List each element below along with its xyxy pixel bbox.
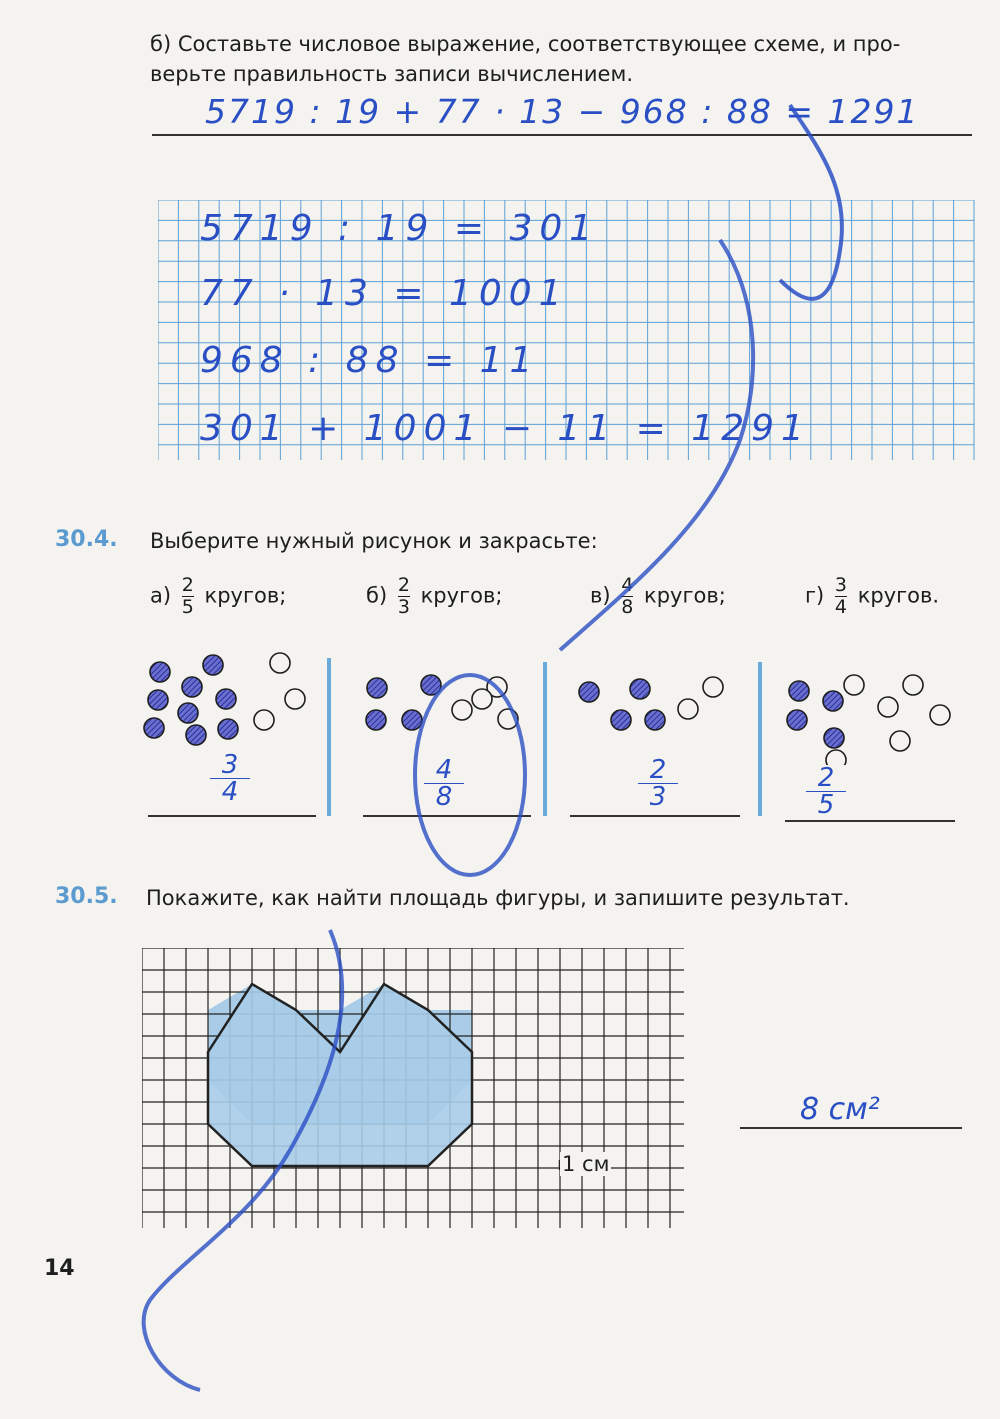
group-1-answer: 3 4 bbox=[210, 752, 250, 805]
option-g: г) $\frac{3}{4}$ кругов. bbox=[805, 574, 940, 618]
calc-line-2: 77 · 13 = 1001 bbox=[200, 273, 569, 314]
task-b-line2: верьте правильность записи вычислением. bbox=[150, 62, 633, 86]
scribble-2 bbox=[560, 240, 753, 650]
group-4-answer: 2 5 bbox=[806, 765, 846, 818]
task-30-5-number: 30.5. bbox=[55, 884, 118, 909]
calc-line-3: 968 : 88 = 11 bbox=[200, 340, 540, 381]
scribble-oval bbox=[415, 675, 525, 875]
unit-label: 1 см bbox=[562, 1152, 610, 1176]
group-2-answer: 4 8 bbox=[424, 757, 464, 810]
option-v: в) $\frac{4}{8}$ кругов; bbox=[590, 574, 726, 618]
scribble-1 bbox=[780, 105, 842, 299]
page-number: 14 bbox=[44, 1256, 75, 1281]
option-b: б) $\frac{2}{3}$ кругов; bbox=[366, 574, 503, 618]
task-b-line1: б) Составьте числовое выражение, соответствующее схеме, и про- bbox=[150, 32, 901, 56]
task-30-5-instruction: Покажите, как найти площадь фигуры, и запишите результат. bbox=[146, 886, 850, 910]
calc-line-1: 5719 : 19 = 301 bbox=[200, 208, 600, 249]
task-30-4-instruction: Выберите нужный рисунок и закрасьте: bbox=[150, 529, 598, 553]
area-answer: 8 см² bbox=[800, 1092, 880, 1127]
group-3-answer: 2 3 bbox=[638, 757, 678, 810]
answer-expression: 5719 : 19 + 77 · 13 − 968 : 88 = 1291 bbox=[205, 92, 920, 131]
option-a: а) $\frac{2}{5}$ кругов; bbox=[150, 574, 287, 618]
task-30-4-number: 30.4. bbox=[55, 527, 118, 552]
scribble-3 bbox=[144, 930, 343, 1390]
calc-line-4: 301 + 1001 − 11 = 1291 bbox=[200, 408, 811, 449]
